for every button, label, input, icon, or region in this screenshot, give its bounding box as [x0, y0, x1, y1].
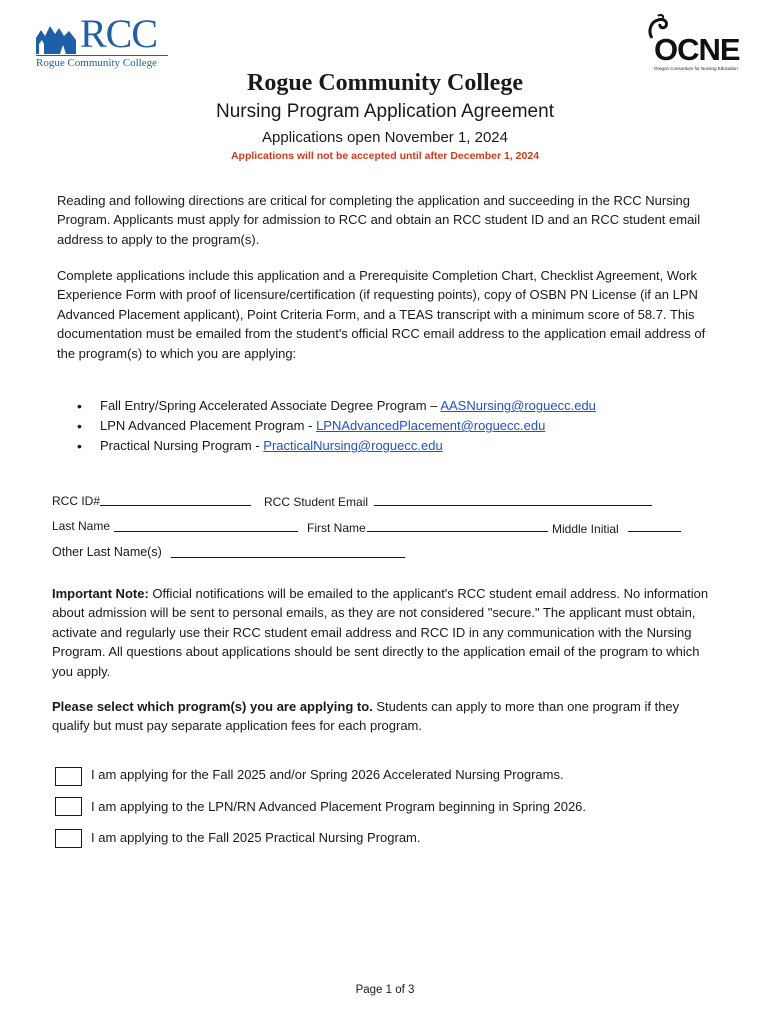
program-email-list: [77, 396, 596, 456]
important-note-heading: Important Note:: [52, 586, 149, 601]
program-selection-instructions: [52, 697, 712, 736]
first-name-field[interactable]: [367, 531, 548, 532]
ocne-logo: [644, 14, 750, 76]
college-title: Rogue Community College: [247, 70, 523, 96]
ocne-logo-text: OCNE: [654, 32, 740, 67]
intro-paragraph-2: Complete applications include this application and a Prerequisite Completion Chart, Checklist Agreement, Work Experience Form with proof of licensure/certification (if requesting points), copy of OSBN PN License (if an LPN Advanced Placement applicant), Point Criteria Form, and a TEAS transcript with a minimum score of 58.7. This documentation must be emailed from the student's official RCC email address to the application email address of the program(s) to which you are applying:: [57, 268, 706, 361]
rcc-email-field[interactable]: [374, 505, 652, 506]
rcc-id-label: RCC ID#: [52, 494, 101, 508]
other-last-names-field[interactable]: [171, 557, 405, 558]
program-label: Fall Entry/Spring Accelerated Associate Degree Program –: [100, 398, 441, 413]
checkbox-label: I am applying to the LPN/RN Advanced Placement Program beginning in Spring 2026.: [91, 799, 587, 814]
program-label: LPN Advanced Placement Program -: [100, 418, 317, 433]
important-note-body: Official notifications will be emailed to the applicant's RCC student email address. No information about admission will be sent to personal emails, as they are not considered "secure." The applicant must obtain, activate and regularly use their RCC student email address and RCC ID in any communication with the Nursing Program. All questions about applications should be sent directly to the application email of the program to which you apply.: [52, 586, 709, 679]
program-email-link[interactable]: AASNursing@roguecc.edu: [440, 398, 596, 413]
first-name-label: First Name: [307, 521, 366, 535]
ocne-logo-subtitle: Oregon Consortium for Nursing Education: [654, 66, 738, 71]
deadline-warning: Applications will not be accepted until after December 1, 2024: [230, 150, 540, 162]
checkbox-label: I am applying to the Fall 2025 Practical Nursing Program.: [91, 830, 421, 845]
rcc-logo-text: RCC: [80, 11, 158, 56]
rcc-email-label: RCC Student Email: [264, 495, 369, 509]
last-name-label: Last Name: [52, 519, 111, 533]
selection-heading: Please select which program(s) you are applying to.: [52, 699, 373, 714]
program-email-link[interactable]: LPNAdvancedPlacement@roguecc.edu: [316, 418, 546, 433]
middle-initial-label: Middle Initial: [552, 522, 619, 536]
page-number: Page 1 of 3: [355, 984, 415, 996]
rcc-mountain-icon: [36, 20, 76, 54]
program-title: Nursing Program Application Agreement: [216, 101, 554, 122]
program-email-link[interactable]: PracticalNursing@roguecc.edu: [263, 438, 443, 453]
checkbox-lpn-rn-advanced-placement[interactable]: [55, 797, 82, 816]
rcc-logo-subtitle: Rogue Community College: [36, 55, 168, 69]
rcc-logo: [36, 11, 168, 70]
middle-initial-field[interactable]: [628, 531, 681, 532]
selection-body: Students can apply to more than one program if they qualify but must pay separate application fees for each program.: [52, 699, 680, 734]
other-last-names-label: Other Last Name(s): [52, 545, 162, 559]
important-note: [52, 584, 712, 681]
rcc-id-field[interactable]: [100, 505, 251, 506]
list-item: [77, 396, 596, 416]
list-item: [77, 416, 596, 436]
applications-open-date: Applications open November 1, 2024: [262, 129, 508, 146]
program-label: Practical Nursing Program -: [100, 438, 264, 453]
checkbox-practical-nursing[interactable]: [55, 829, 82, 848]
checkbox-label: I am applying for the Fall 2025 and/or Spring 2026 Accelerated Nursing Programs.: [91, 767, 564, 782]
list-item: [77, 436, 596, 456]
checkbox-accelerated-nursing[interactable]: [55, 767, 82, 786]
intro-paragraph-1: Reading and following directions are critical for completing the application and succeeding in the RCC Nursing Program. Applicants must apply for admission to RCC and obtain an RCC student ID and an RCC student email address to apply to the program(s).: [57, 193, 701, 247]
last-name-field[interactable]: [114, 531, 298, 532]
